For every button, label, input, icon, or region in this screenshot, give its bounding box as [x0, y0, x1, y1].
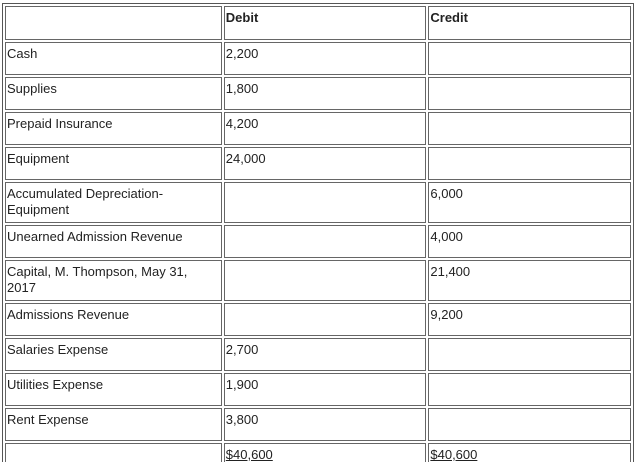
header-account: [5, 6, 222, 40]
debit-amount: [224, 182, 427, 223]
credit-amount: [428, 77, 631, 110]
table-row: [5, 147, 631, 180]
table-row: [5, 225, 631, 258]
table-row: [5, 408, 631, 441]
debit-total: $40,600: [224, 443, 427, 462]
trial-balance-table: [2, 3, 634, 462]
account-name: Prepaid Insurance: [5, 112, 222, 145]
credit-amount: [428, 147, 631, 180]
table-row: [5, 112, 631, 145]
debit-amount: 24,000: [224, 147, 427, 180]
debit-amount: 1,900: [224, 373, 427, 406]
credit-amount: 4,000: [428, 225, 631, 258]
table-row: [5, 338, 631, 371]
debit-amount: [224, 260, 427, 301]
table-row: [5, 260, 631, 301]
debit-amount: [224, 303, 427, 336]
table-row: [5, 303, 631, 336]
totals-label: [5, 443, 222, 462]
credit-amount: [428, 373, 631, 406]
account-name: Equipment: [5, 147, 222, 180]
credit-amount: [428, 338, 631, 371]
account-name: Capital, M. Thompson, May 31, 2017: [5, 260, 222, 301]
totals-row: [5, 443, 631, 462]
header-row: [5, 6, 631, 40]
debit-amount: 2,200: [224, 42, 427, 75]
credit-amount: [428, 42, 631, 75]
credit-total: $40,600: [428, 443, 631, 462]
header-debit: Debit: [224, 6, 427, 40]
debit-amount: 4,200: [224, 112, 427, 145]
debit-amount: [224, 225, 427, 258]
table-row: [5, 77, 631, 110]
account-name: Rent Expense: [5, 408, 222, 441]
account-name: Cash: [5, 42, 222, 75]
account-name: Admissions Revenue: [5, 303, 222, 336]
credit-amount: [428, 112, 631, 145]
account-name: Supplies: [5, 77, 222, 110]
header-credit: Credit: [428, 6, 631, 40]
account-name: Accumulated Depreciation- Equipment: [5, 182, 222, 223]
account-name: Salaries Expense: [5, 338, 222, 371]
credit-amount: 9,200: [428, 303, 631, 336]
debit-amount: 2,700: [224, 338, 427, 371]
table-row: [5, 42, 631, 75]
account-name: Unearned Admission Revenue: [5, 225, 222, 258]
table-row: [5, 182, 631, 223]
credit-amount: 21,400: [428, 260, 631, 301]
account-name: Utilities Expense: [5, 373, 222, 406]
debit-amount: 1,800: [224, 77, 427, 110]
table-row: [5, 373, 631, 406]
debit-amount: 3,800: [224, 408, 427, 441]
credit-amount: [428, 408, 631, 441]
credit-amount: 6,000: [428, 182, 631, 223]
